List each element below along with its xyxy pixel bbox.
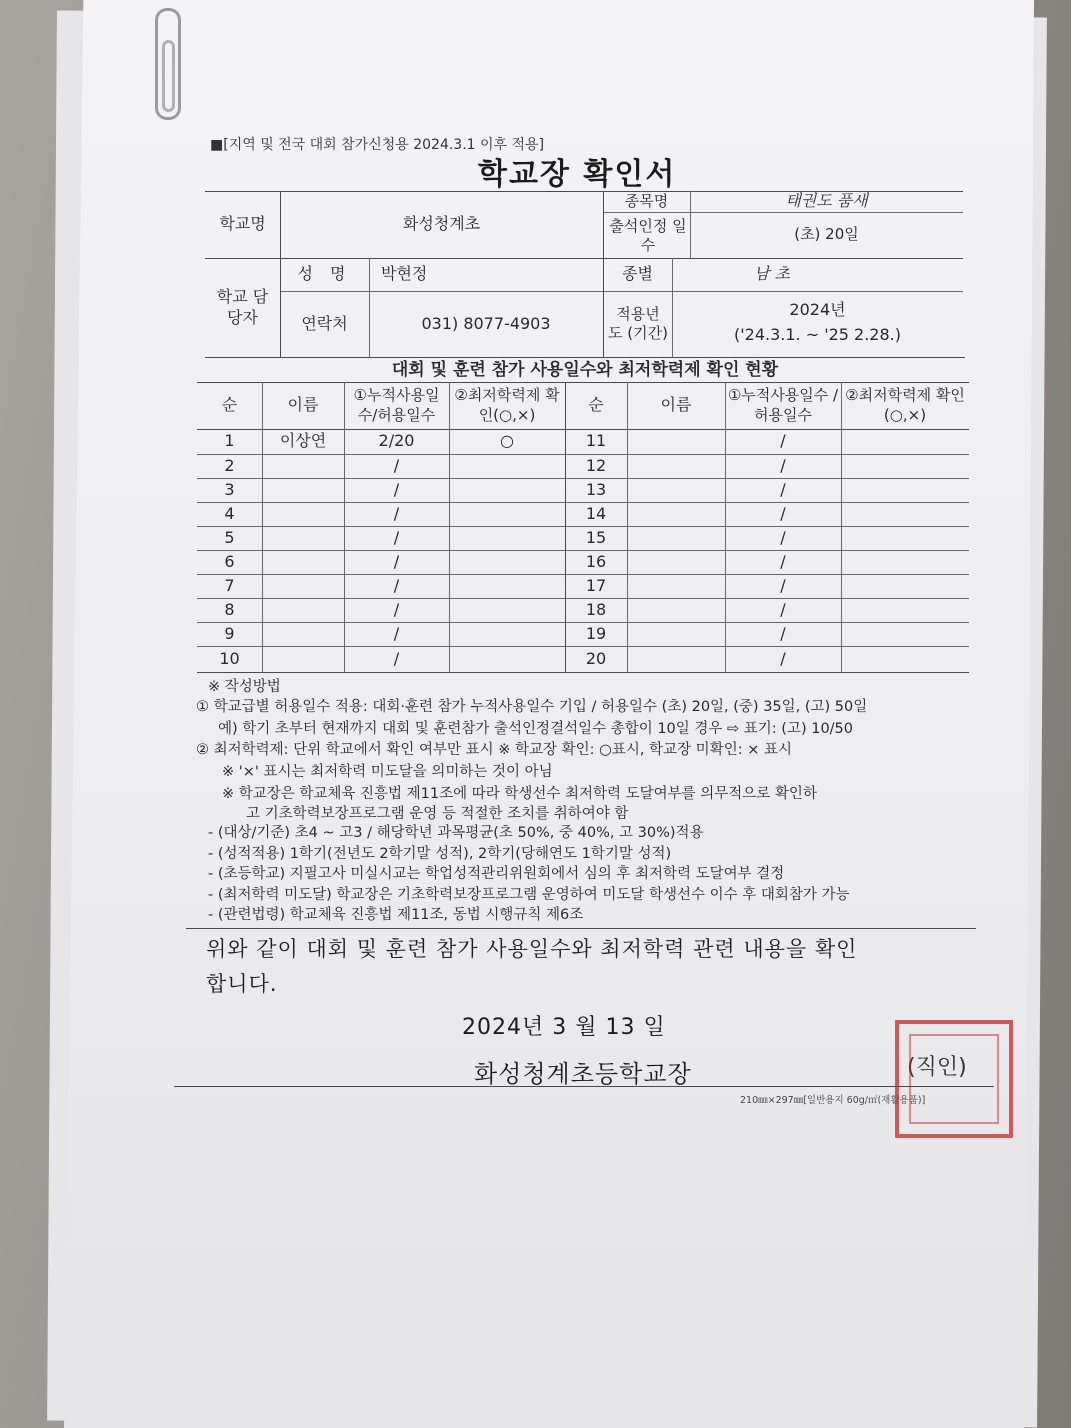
note-line: - (관련법령) 학교체육 진흥법 제11조, 동법 시행규칙 제6조 <box>208 907 584 923</box>
row-days: / <box>393 503 400 523</box>
row-days: / <box>780 479 786 499</box>
school-name-label: 학교명 <box>219 214 266 234</box>
sport-label: 종목명 <box>624 191 669 210</box>
col-header-no-left: 순 <box>221 395 238 415</box>
document-title: 학교장 확인서 <box>478 157 677 192</box>
section-title: 대회 및 훈련 참가 사용일수와 최저학력제 확인 현황 <box>391 359 779 380</box>
row-no: 13 <box>585 479 607 499</box>
paper-clip-inner-icon <box>162 40 175 112</box>
col-header-days-left: ①누적사용일수/허용일수 <box>353 386 440 424</box>
name-value: 박현정 <box>381 264 428 284</box>
gender-label: 종별 <box>622 264 653 284</box>
row-days: / <box>393 551 400 571</box>
row-no: 6 <box>224 551 235 571</box>
note-line: - (성적적용) 1학기(전년도 2학기말 성적), 2학기(당해연도 1학기말 성적) <box>208 846 672 862</box>
col-header-check-left: ②최저학력제 확인(○,×) <box>454 386 560 424</box>
row-no: 16 <box>585 551 607 571</box>
contact-value: 031) 8077-4903 <box>421 313 551 333</box>
col-header-name-right: 이름 <box>660 395 692 415</box>
note-line: 고 기초학력보장프로그램 운영 등 적절한 조치를 취하여야 함 <box>246 806 629 822</box>
row-no: 15 <box>585 527 607 547</box>
header-note: ■[지역 및 전국 대회 참가신청용 2024.3.1 이후 적용] <box>210 137 545 153</box>
row-no: 9 <box>224 623 235 643</box>
col-header-days-right: ①누적사용일수 /허용일수 <box>727 386 839 424</box>
note-line: - (대상/기준) 초4 ~ 고3 / 해당학년 과목평균(초 50%, 중 40%, 고 30%)적용 <box>208 825 704 841</box>
contact-label: 연락처 <box>301 313 348 333</box>
row-days: / <box>393 599 400 619</box>
row-no: 8 <box>224 599 235 619</box>
row-no: 20 <box>585 648 607 668</box>
period-year: 2024년 <box>789 299 846 319</box>
confirm-statement-line1: 위와 같이 대회 및 훈련 참가 사용일수와 최저학력 관련 내용을 확인 <box>206 937 858 961</box>
row-days: / <box>780 503 786 523</box>
period-label: 적용년 도 (기간) <box>608 304 668 342</box>
row-no: 18 <box>585 599 607 619</box>
col-header-no-right: 순 <box>588 395 604 415</box>
row-days: / <box>393 455 400 475</box>
row-days: / <box>393 527 400 547</box>
attendance-label: 출석인정 일수 <box>609 216 687 254</box>
row-days: / <box>780 431 786 451</box>
period-range: ('24.3.1. ~ '25 2.28.) <box>734 324 901 344</box>
note-line: ※ 학교장은 학교체육 진흥법 제11조에 따라 학생선수 최저학력 도달여부를 의무적으로 확인하 <box>222 786 817 802</box>
attendance-value: (초) 20일 <box>794 225 859 244</box>
row-days: / <box>780 648 786 668</box>
principal-signature: 화성청계초등학교장 <box>474 1060 692 1088</box>
row-no: 4 <box>224 503 235 523</box>
row-no: 3 <box>224 479 235 499</box>
row-check: ○ <box>500 431 514 451</box>
note-line: - (초등학교) 지필고사 미실시교는 학업성적관리위원회에서 심의 후 최저학력 도달여부 결정 <box>208 866 785 882</box>
notes-heading: ※ 작성방법 <box>208 679 281 695</box>
row-no: 14 <box>585 503 607 523</box>
row-days: / <box>393 623 400 643</box>
row-no: 10 <box>219 648 240 668</box>
name-label: 성 명 <box>297 264 352 284</box>
row-no: 17 <box>585 575 607 595</box>
note-line: ① 학교급별 허용일수 적용: 대회·훈련 참가 누적사용일수 기입 / 허용일수 (초) 20일, (중) 35일, (고) 50일 <box>196 699 868 715</box>
note-line: 예) 학기 초부터 현재까지 대회 및 훈련참가 출석인정결석일수 총합이 10일 경우 ⇨ 표기: (고) 10/50 <box>218 721 854 737</box>
row-no: 12 <box>585 455 607 475</box>
row-days: / <box>780 623 786 643</box>
row-no: 1 <box>224 431 235 451</box>
col-header-name-left: 이름 <box>287 395 319 415</box>
manager-label: 학교 담당자 <box>216 286 269 327</box>
row-no: 2 <box>224 455 235 475</box>
school-name-value: 화성청계초 <box>402 214 481 234</box>
seal-mark: (직인) <box>907 1055 967 1080</box>
official-seal-stamp <box>895 1020 1013 1138</box>
row-days: / <box>780 599 786 619</box>
row-no: 11 <box>585 431 607 451</box>
row-name: 이상연 <box>279 431 327 451</box>
sport-value: 태권도 품새 <box>785 191 868 211</box>
note-line: ※ '×' 표시는 최저학력 미도달을 의미하는 것이 아님 <box>222 764 553 780</box>
row-days: 2/20 <box>378 431 415 451</box>
note-line: - (최저학력 미도달) 학교장은 기초학력보장프로그램 운영하여 미도달 학생선수 이수 후 대회참가 가능 <box>208 887 850 903</box>
row-days: / <box>780 527 786 547</box>
row-days: / <box>393 575 400 595</box>
confirm-statement-line2: 합니다. <box>206 972 278 996</box>
gender-value: 남 초 <box>754 264 790 284</box>
row-days: / <box>393 479 400 499</box>
issue-date: 2024년 3 월 13 일 <box>462 1015 666 1040</box>
row-days: / <box>393 648 400 668</box>
paper-size-note: 210㎜×297㎜[일반용지 60g/㎡(재활용품)] <box>740 1095 926 1106</box>
row-days: / <box>780 575 786 595</box>
col-header-check-right: ②최저학력제 확인(○,×) <box>845 386 965 424</box>
row-no: 7 <box>224 575 235 595</box>
row-no: 19 <box>585 623 607 643</box>
row-no: 5 <box>224 527 235 547</box>
row-days: / <box>780 455 786 475</box>
row-days: / <box>780 551 786 571</box>
note-line: ② 최저학력제: 단위 학교에서 확인 여부만 표시 ※ 학교장 확인: ○표시, 학교장 미확인: × 표시 <box>196 742 792 758</box>
